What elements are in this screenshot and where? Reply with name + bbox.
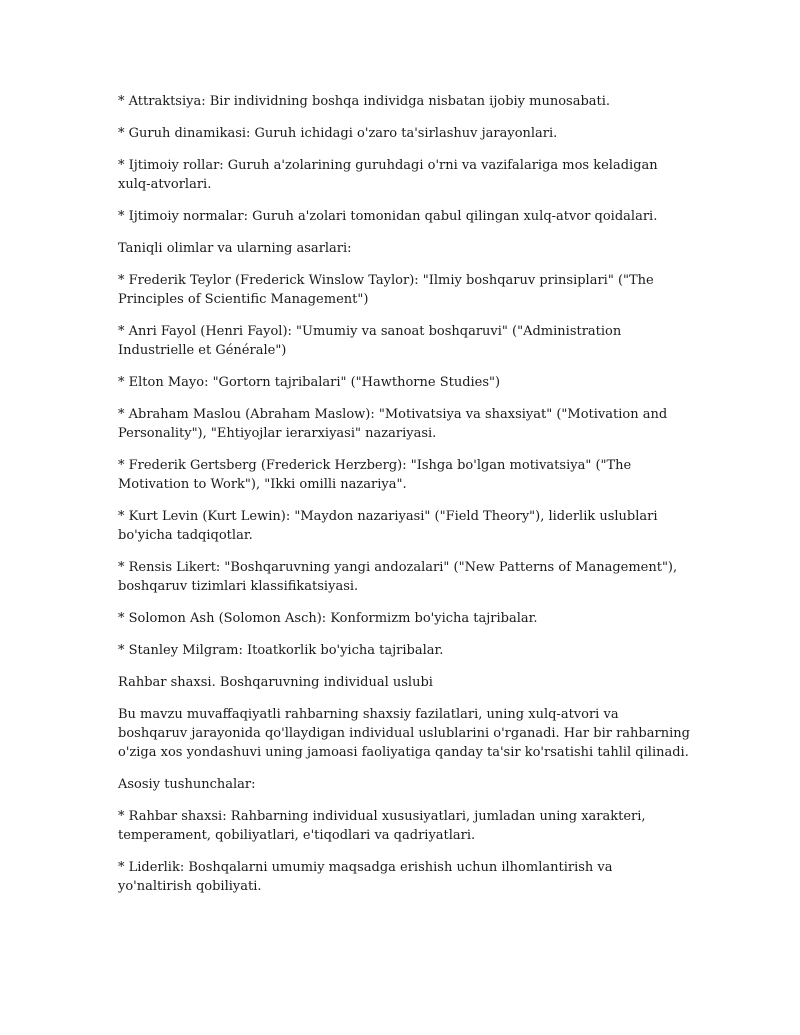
bullet-milgram: * Stanley Milgram: Itoatkorlik bo'yicha tajribalar. bbox=[118, 643, 444, 658]
body-paragraph-leader: Bu mavzu muvaffaqiyatli rahbarning shaxsiy fazilatlari, uning xulq-atvori va boshqaruv jarayonida qo'llaydigan individual uslublarini o'rganadi. Har bir rahbarning o'ziga xos yondashuvi uning jamoasi faoliyatiga qanday ta'sir ko'rsatishi tahlil qilinadi. bbox=[118, 707, 690, 760]
bullet-rahbar-shaxsi: * Rahbar shaxsi: Rahbarning individual xususiyatlari, jumladan uning xarakteri, temperament, qobiliyatlari, e'tiqodlari va qadriyatlari. bbox=[118, 809, 646, 843]
bullet-lewin: * Kurt Levin (Kurt Lewin): "Maydon nazariyasi" ("Field Theory"), liderlik uslublari bo'yicha tadqiqotlar. bbox=[118, 509, 658, 543]
bullet-fayol: * Anri Fayol (Henri Fayol): "Umumiy va sanoat boshqaruvi" ("Administration Industrielle et Générale") bbox=[118, 324, 622, 358]
bullet-guruh-dinamikasi: * Guruh dinamikasi: Guruh ichidagi o'zaro ta'sirlashuv jarayonlari. bbox=[118, 126, 558, 141]
bullet-ijtimoiy-normalar: * Ijtimoiy normalar: Guruh a'zolari tomonidan qabul qilingan xulq-atvor qoidalari. bbox=[118, 209, 658, 224]
bullet-mayo: * Elton Mayo: "Gortorn tajribalari" ("Hawthorne Studies") bbox=[118, 375, 501, 390]
bullet-taylor: * Frederik Teylor (Frederick Winslow Taylor): "Ilmiy boshqaruv prinsiplari" ("The Principles of Scientific Management") bbox=[118, 273, 654, 307]
section-heading-scholars: Taniqli olimlar va ularning asarlari: bbox=[118, 241, 352, 256]
section-heading-concepts: Asosiy tushunchalar: bbox=[118, 777, 256, 792]
bullet-asch: * Solomon Ash (Solomon Asch): Konformizm bo'yicha tajribalar. bbox=[118, 611, 538, 626]
document-page bbox=[118, 92, 690, 909]
section-heading-leader: Rahbar shaxsi. Boshqaruvning individual uslubi bbox=[118, 675, 433, 690]
bullet-liderlik: * Liderlik: Boshqalarni umumiy maqsadga erishish uchun ilhomlantirish va yo'naltirish qobiliyati. bbox=[118, 860, 613, 894]
bullet-maslow: * Abraham Maslou (Abraham Maslow): "Motivatsiya va shaxsiyat" ("Motivation and Personality"), "Ehtiyojlar ierarxiyasi" nazariyasi. bbox=[118, 407, 668, 441]
bullet-herzberg: * Frederik Gertsberg (Frederick Herzberg): "Ishga bo'lgan motivatsiya" ("The Motivation to Work"), "Ikki omilli nazariya". bbox=[118, 458, 632, 492]
bullet-likert: * Rensis Likert: "Boshqaruvning yangi andozalari" ("New Patterns of Management"), boshqaruv tizimlari klassifikatsiyasi. bbox=[118, 560, 678, 594]
bullet-attraktsiya: * Attraktsiya: Bir individning boshqa individga nisbatan ijobiy munosabati. bbox=[118, 94, 611, 109]
bullet-ijtimoiy-rollar: * Ijtimoiy rollar: Guruh a'zolarining guruhdagi o'rni va vazifalariga mos keladigan xulq-atvorlari. bbox=[118, 158, 658, 192]
